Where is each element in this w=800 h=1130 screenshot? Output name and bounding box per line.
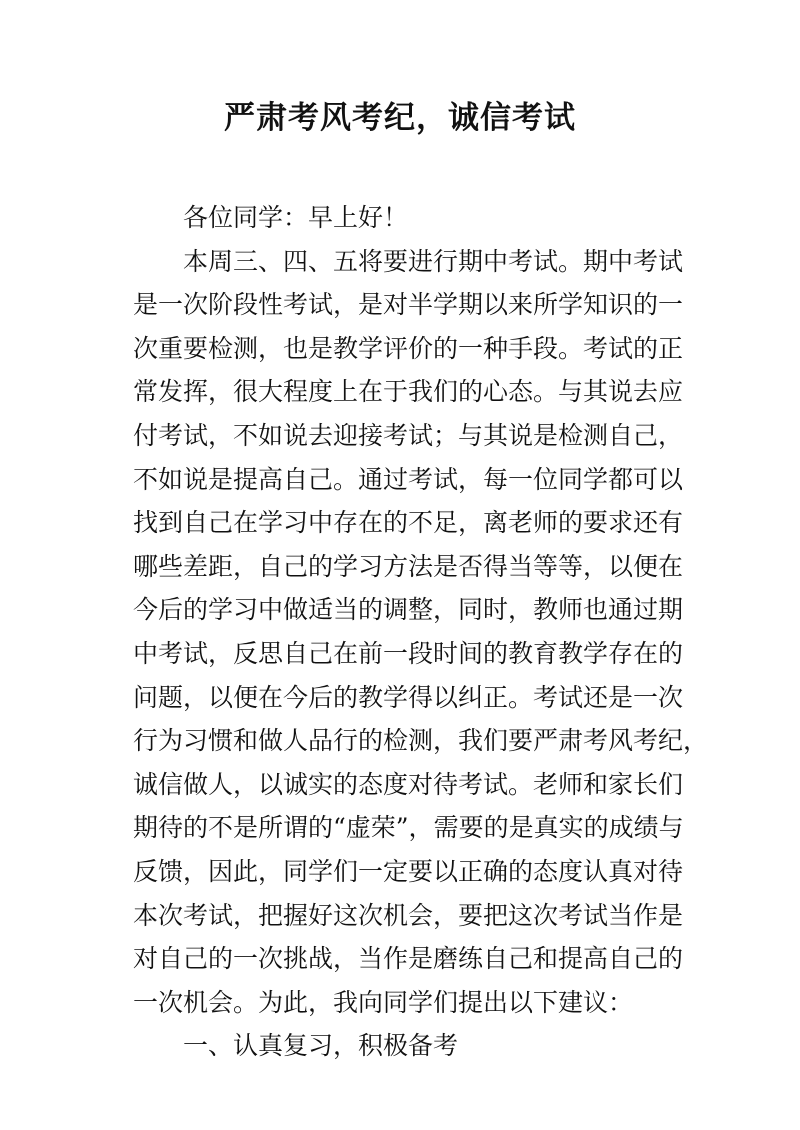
paragraph-line: 付考试，不如说去迎接考试；与其说是检测自己， <box>133 420 684 450</box>
paragraph-line: 常发挥，很大程度上在于我们的心态。与其说去应 <box>133 377 684 407</box>
paragraph-line: 找到自己在学习中存在的不足，离老师的要求还有 <box>133 508 684 538</box>
paragraph-line: 本次考试，把握好这次机会，要把这次考试当作是 <box>133 900 684 930</box>
paragraph-line: 对自己的一次挑战，当作是磨练自己和提高自己的 <box>133 944 684 974</box>
paragraph-line: 中考试，反思自己在前一段时间的教育教学存在的 <box>133 638 684 668</box>
paragraph-line: 问题，以便在今后的教学得以纠正。考试还是一次 <box>133 682 684 712</box>
document-title: 严肃考风考纪，诚信考试 <box>224 100 576 136</box>
paragraph-line: 次重要检测，也是教学评价的一种手段。考试的正 <box>133 333 684 363</box>
paragraph-line: 期待的不是所谓的“虚荣”，需要的是真实的成绩与 <box>133 813 684 843</box>
section-heading: 一、认真复习，积极备考 <box>183 1031 459 1061</box>
paragraph-line: 诚信做人，以诚实的态度对待考试。老师和家长们 <box>133 769 684 799</box>
paragraph-line: 是一次阶段性考试，是对半学期以来所学知识的一 <box>133 290 684 320</box>
paragraph-line: 一次机会。为此，我向同学们提出以下建议： <box>133 987 634 1017</box>
paragraph-line: 行为习惯和做人品行的检测，我们要严肃考风考纪， <box>133 726 709 756</box>
paragraph-line: 本周三、四、五将要进行期中考试。期中考试 <box>183 246 684 276</box>
greeting-line: 各位同学：早上好！ <box>183 203 409 232</box>
paragraph-line: 今后的学习中做适当的调整，同时，教师也通过期 <box>133 595 684 625</box>
paragraph-line: 哪些差距，自己的学习方法是否得当等等，以便在 <box>133 551 684 581</box>
paragraph-line: 反馈，因此，同学们一定要以正确的态度认真对待 <box>133 856 684 886</box>
paragraph-line: 不如说是提高自己。通过考试，每一位同学都可以 <box>133 464 684 494</box>
document-body <box>133 196 709 1068</box>
